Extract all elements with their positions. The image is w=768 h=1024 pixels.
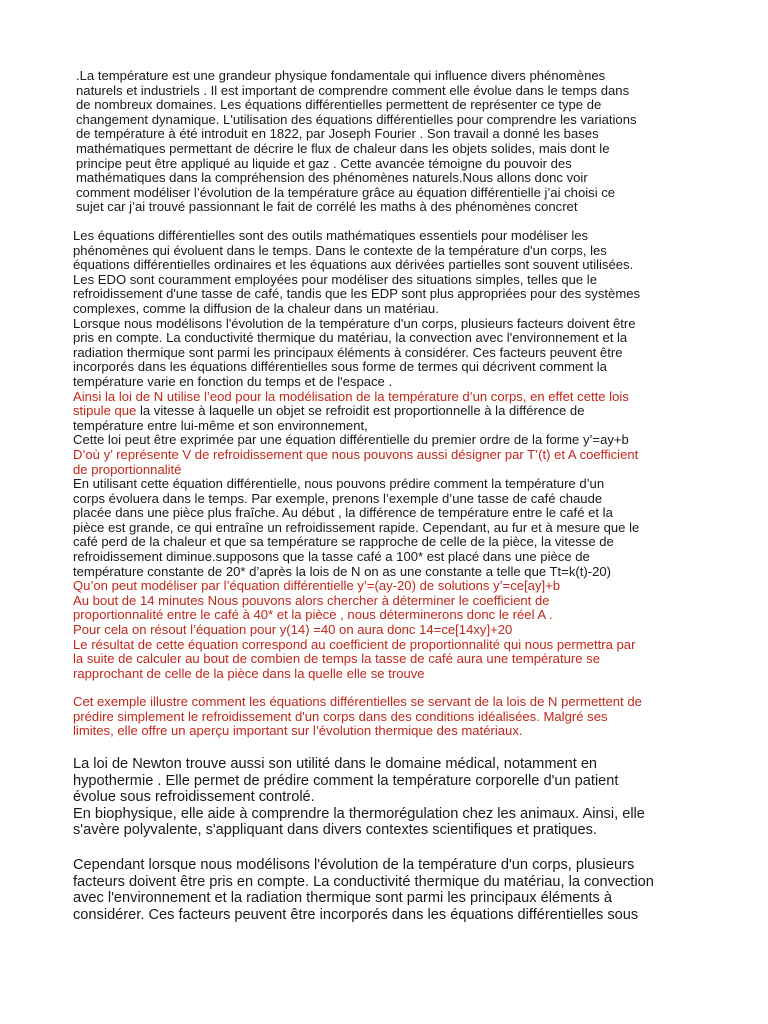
text-line: corps évoluera dans le temps. Par exemple, prenons l’exemple d’une tasse de café chaude [73,490,603,506]
text-line: température varie en fonction du temps et de l'espace . [73,373,393,389]
text-line: naturels et industriels . Il est important de comprendre comment elle évolue dans le temps dans [76,82,630,98]
text-line: la suite de calculer au bout de combien de temps la tasse de café aura une température se [73,651,600,667]
paragraph-newton-medical [73,756,698,839]
text-line: principe peut être appliqué au liquide et gaz . Cette avancée témoigne du pouvoir des [76,155,572,171]
text-line: phénomènes qui évoluent dans le temps. Dans le contexte de la température d'un corps, les [73,242,607,258]
text-line: sujet car j’ai trouvé passionnant le fait de corrélé les maths à des phénomènes concret [76,199,578,215]
text-line: Les EDO sont couramment employées pour modéliser des situations simples, telles que le [73,271,597,287]
text-line: radiation thermique sont parmi les principaux éléments à considérer. Ces facteurs peuvent être [73,344,623,360]
text-line: proportionnalité entre le café à 40* et la pièce , nous déterminerons donc le réel A . [73,607,553,623]
text-line: de proportionnalité [73,461,182,477]
text-line: Le résultat de cette équation correspond au coefficient de proportionnalité qui nous permettra par [73,636,636,652]
text-line: comment modéliser l’évolution de la température grâce au équation différentielle j’ai choisi ce [76,184,616,200]
text-line: considérer. Ces facteurs peuvent être incorporés dans les équations différentielles sous [73,906,639,923]
text-line: Au bout de 14 minutes Nous pouvons alors chercher à déterminer le coefficient de [73,592,550,608]
text-line: Ainsi la loi de N utilise l’eod pour la modélisation de la température d’un corps, en effet cette lois [73,388,629,404]
text-line: température entre lui-même et son environnement, [73,417,368,433]
text-line: En biophysique, elle aide à comprendre la thermorégulation chez les animaux. Ainsi, elle [73,805,645,822]
text-line: incorporés dans les équations différentielles sous forme de termes qui décrivent comment la [73,359,607,375]
text-line: température constante de 20* d’après la lois de N on as une constante a telle que Tt=k(t)-20) [73,563,612,579]
text-line: Les équations différentielles sont des outils mathématiques essentiels pour modéliser les [73,228,589,243]
text-line: Cet exemple illustre comment les équations différentielles se servant de la lois de N permettent de [73,694,642,709]
text-line: Cette loi peut être exprimée par une équation différentielle du premier ordre de la forme y’=ay+b [73,432,629,448]
paragraph-intro [76,69,701,215]
paragraph-conclusion-example [73,695,698,739]
text-line [73,404,698,419]
text-line: .La température est une grandeur physique fondamentale qui influence divers phénomènes [76,68,606,83]
paragraph-factors [73,857,698,923]
text-line: café perd de la chaleur et que sa température se rapproche de celle de la pièce, la vitesse de [73,534,614,550]
text-line: Cependant lorsque nous modélisons l'évolution de la température d'un corps, plusieurs [73,857,635,873]
text-line: Pour cela on résout l’équation pour y(14) =40 on aura donc 14=ce[14xy]+20 [73,622,513,638]
text-line: complexes, comme la diffusion de la chaleur dans un matériau. [73,300,439,316]
text-line: mathématiques dans la compréhension des phénomènes naturels.Nous allons donc voir [76,170,588,186]
text-line: prédire simplement le refroidissement d'un corps dans des conditions idéalisées. Malgré ses [73,708,608,724]
text-line: de température à été introduit en 1822, par Joseph Fourier . Son travail a donné les bases [76,126,599,142]
text-line: facteurs doivent être pris en compte. La conductivité thermique du matériau, la convection [73,873,654,890]
text-line: rapprochant de celle de la pièce dans la quelle elle se trouve [73,665,425,681]
text-line: En utilisant cette équation différentielle, nous pouvons prédire comment la température d’un [73,476,605,492]
highlighted-text: stipule que [73,403,137,419]
text-line: hypothermie . Elle permet de prédire comment la température corporelle d'un patient [73,772,619,789]
line-rest: la vitesse à laquelle un objet se refroidit est proportionnelle à la différence de [136,403,585,419]
text-line: Lorsque nous modélisons l'évolution de la température d'un corps, plusieurs facteurs doivent être [73,315,636,331]
text-line: D’où y’ représente V de refroidissement que nous pouvons aussi désigner par T’(t) et A coefficient [73,446,639,462]
text-line: refroidissement diminue.supposons que la tasse café a 100* est placé dans une pièce de [73,549,590,565]
text-line: évolue sous refroidissement controlé. [73,789,315,806]
text-line: changement dynamique. L'utilisation des équations différentielles pour comprendre les variations [76,111,637,127]
text-line: Qu’on peut modéliser par l’équation différentielle y’=(ay-20) de solutions y’=ce[ay]+b [73,578,561,594]
paragraph-differential-equations [73,229,698,681]
text-line: avec l'environnement et la radiation thermique sont parmi les principaux éléments à [73,890,612,907]
text-line: pièce est grande, ce qui entraîne un refroidissement rapide. Cependant, au fur et à mesure que le [73,519,640,535]
text-line: refroidissement d'une tasse de café, tandis que les EDP sont plus appropriées pour des systèmes [73,286,641,302]
text-line: s'avère polyvalente, s'appliquant dans divers contextes scientifiques et pratiques. [73,822,597,839]
text-line: de nombreux domaines. Les équations différentielles permettent de représenter ce type de [76,97,602,113]
text-line: La loi de Newton trouve aussi son utilité dans le domaine médical, notamment en [73,756,598,772]
text-line: limites, elle offre un aperçu important sur l’évolution thermique des matériaux. [73,723,523,739]
text-line: pris en compte. La conductivité thermique du matériau, la convection avec l'environnement et la [73,330,628,346]
text-line: mathématiques permettant de décrire le flux de chaleur dans les objets solides, mais dont le [76,140,610,156]
text-line: placée dans une pièce plus fraîche. Au début , la différence de température entre le café et la [73,505,613,521]
text-line: équations différentielles ordinaires et les équations aux dérivées partielles sont souvent utilisées. [73,257,634,273]
